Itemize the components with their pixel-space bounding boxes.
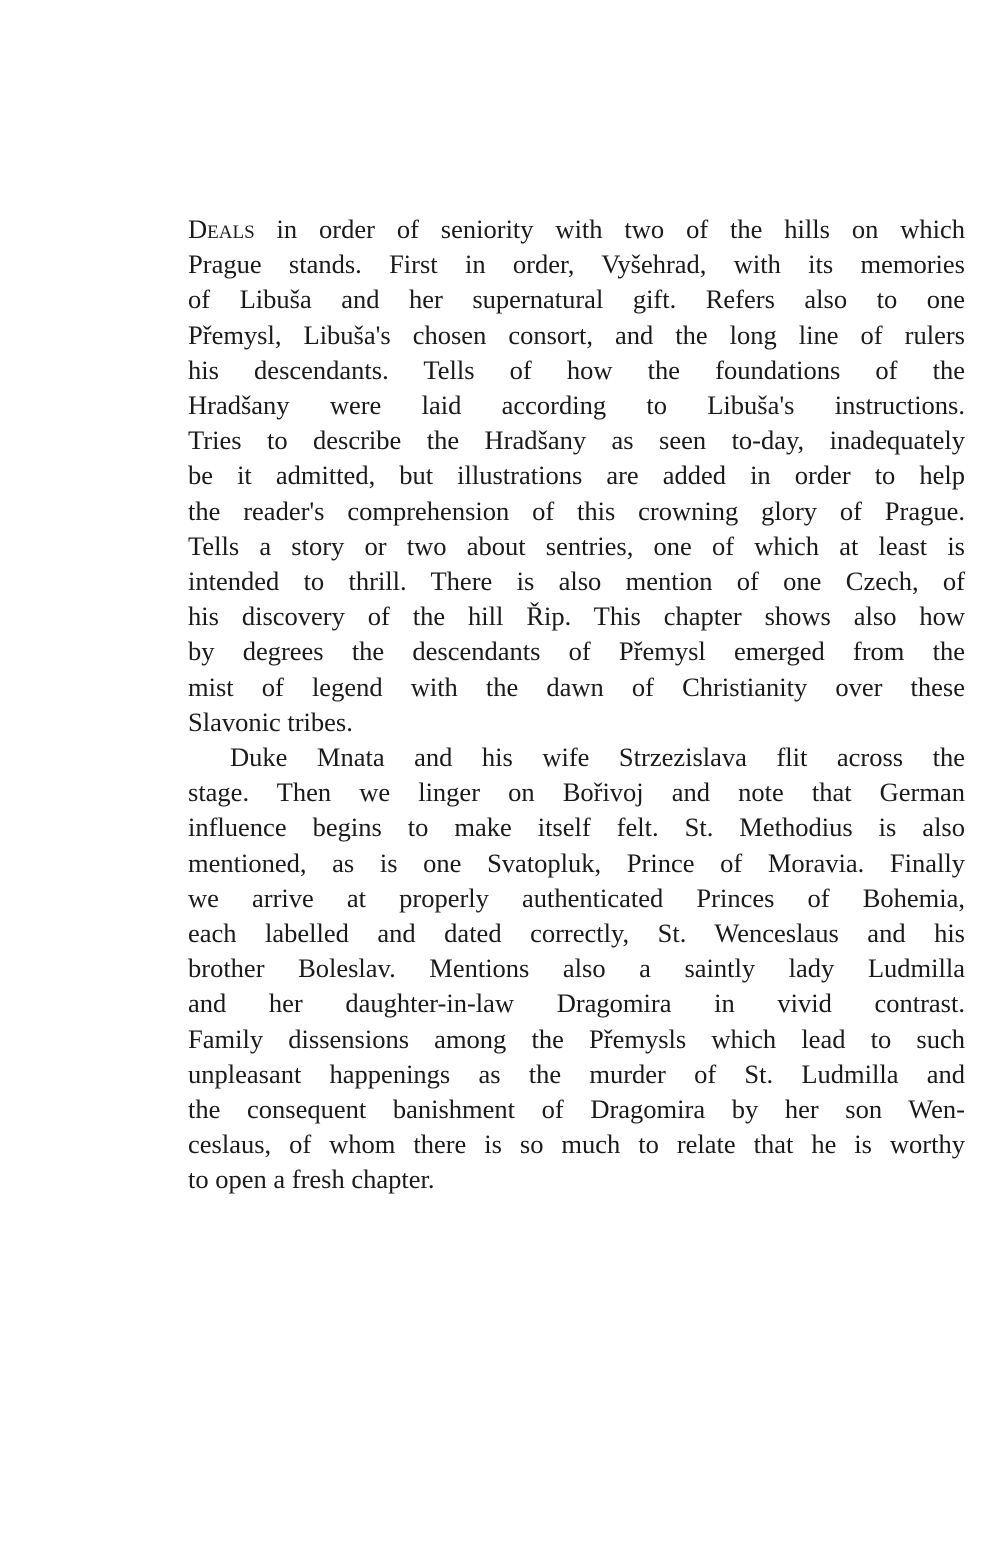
text-line: be it admitted, but illustrations are added in order to help [188,460,965,491]
text-line: mentioned, as is one Svatopluk, Prince of Moravia. Finally [188,847,965,878]
text-line: ceslaus, of whom there is so much to relate that he is worthy [188,1129,965,1160]
text-line: mist of legend with the dawn of Christianity over these [188,671,965,702]
paragraph-1 [188,212,965,740]
line-text: in order of seniority with two of the hills on which [276,214,965,244]
text-line: the consequent banishment of Dragomira by her son Wen- [188,1094,965,1125]
lead-word: Deals [188,214,255,244]
text-line: by degrees the descendants of Přemysl emerged from the [188,636,965,667]
text-line: unpleasant happenings as the murder of St. Ludmilla and [188,1058,965,1089]
text-line: to open a fresh chapter. [188,1164,435,1195]
text-line: Hradšany were laid according to Libuša's instructions. [188,390,965,421]
text-line: intended to thrill. There is also mention of one Czech, of [188,566,965,597]
text-line: his descendants. Tells of how the foundations of the [188,354,965,385]
text-line: Slavonic tribes. [188,706,353,737]
text-line: the reader's comprehension of this crowning glory of Prague. [188,495,965,526]
text-line [188,212,965,247]
text-line: of Libuša and her supernatural gift. Refers also to one [188,284,965,315]
paragraph-2 [188,740,965,1198]
text-line: stage. Then we linger on Bořivoj and note that German [188,777,965,808]
text-line: Tries to describe the Hradšany as seen to-day, inadequately [188,425,965,456]
text-line: brother Boleslav. Mentions also a saintly lady Ludmilla [188,953,965,984]
text-line: influence begins to make itself felt. St. Methodius is also [188,812,965,843]
text-line: Přemysl, Libuša's chosen consort, and the long line of rulers [188,319,965,350]
text-line: Duke Mnata and his wife Strzezislava flit across the [230,742,965,773]
text-line: we arrive at properly authenticated Princes of Bohemia, [188,882,965,913]
text-line: each labelled and dated correctly, St. Wenceslaus and his [188,918,965,949]
text-line: Prague stands. First in order, Vyšehrad, with its memories [188,249,965,280]
text-line: Tells a story or two about sentries, one of which at least is [188,530,965,561]
text-line: his discovery of the hill Řip. This chapter shows also how [188,601,965,632]
chapter-synopsis [188,212,965,1198]
text-line: Family dissensions among the Přemysls which lead to such [188,1023,965,1054]
text-line: and her daughter-in-law Dragomira in vivid contrast. [188,988,965,1019]
